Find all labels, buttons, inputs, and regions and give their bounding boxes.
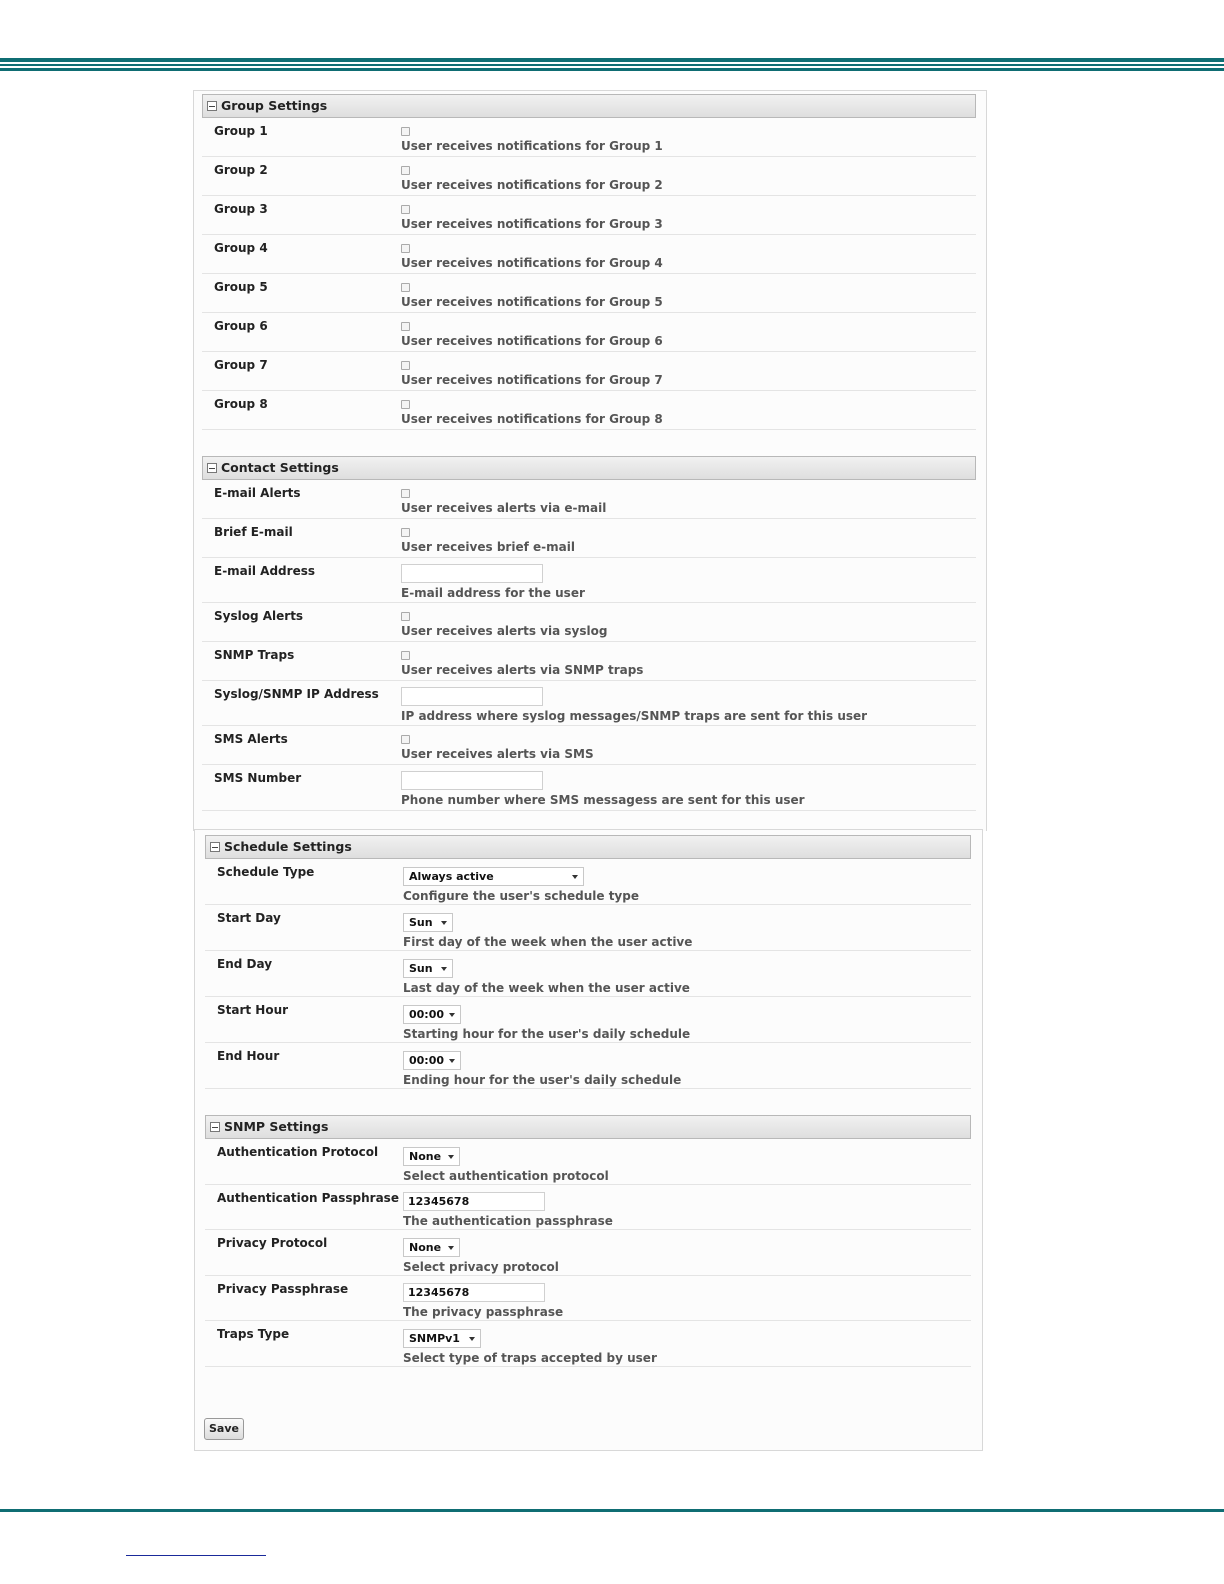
section-title: Schedule Settings	[224, 839, 352, 854]
email-alerts-checkbox[interactable]	[401, 489, 410, 498]
row-description: User receives brief e-mail	[401, 540, 575, 554]
privacy-passphrase-input[interactable]: 12345678	[403, 1283, 545, 1302]
contact-settings-section	[202, 456, 976, 811]
collapse-icon[interactable]	[210, 1122, 220, 1132]
row-description: IP address where syslog messages/SNMP traps are sent for this user	[401, 709, 868, 723]
setting-row-group-4	[202, 235, 976, 274]
snmp-settings-header[interactable]	[205, 1115, 971, 1139]
auth-passphrase-input[interactable]: 12345678	[403, 1192, 545, 1211]
row-description: User receives notifications for Group 4	[401, 256, 663, 270]
row-description: Select type of traps accepted by user	[403, 1351, 657, 1365]
privacy-protocol-select[interactable]	[403, 1238, 460, 1257]
row-description: First day of the week when the user active	[403, 935, 693, 949]
group-checkbox[interactable]	[401, 400, 410, 409]
row-description: User receives alerts via e-mail	[401, 501, 607, 515]
group-checkbox[interactable]	[401, 166, 410, 175]
row-description: User receives alerts via syslog	[401, 624, 608, 638]
row-label: Brief E-mail	[214, 525, 293, 539]
row-description: User receives notifications for Group 5	[401, 295, 663, 309]
row-description: User receives notifications for Group 8	[401, 412, 663, 426]
row-label: E-mail Address	[214, 564, 315, 578]
group-checkbox[interactable]	[401, 361, 410, 370]
sms-alerts-checkbox[interactable]	[401, 735, 410, 744]
row-description: User receives alerts via SNMP traps	[401, 663, 644, 677]
setting-row-end-day	[205, 951, 971, 997]
row-label: Start Hour	[217, 1003, 289, 1017]
header-rule	[0, 58, 1224, 72]
select-value: 00:00	[409, 1054, 445, 1067]
setting-row-email-address	[202, 558, 976, 603]
row-label: Group 1	[214, 124, 268, 138]
setting-row-snmp-traps	[202, 642, 976, 681]
select-value: Sun	[409, 962, 433, 975]
row-label: Traps Type	[217, 1327, 290, 1341]
save-button[interactable]: Save	[204, 1418, 244, 1440]
setting-row-sms-alerts	[202, 726, 976, 765]
email-address-input[interactable]	[401, 564, 543, 583]
row-label: End Hour	[217, 1049, 280, 1063]
row-label: Authentication Protocol	[217, 1145, 379, 1159]
setting-row-group-7	[202, 352, 976, 391]
setting-row-auth-protocol	[205, 1139, 971, 1185]
row-label: Group 5	[214, 280, 268, 294]
row-label: End Day	[217, 957, 273, 971]
setting-row-traps-type	[205, 1321, 971, 1367]
row-description: The authentication passphrase	[403, 1214, 613, 1228]
row-label: Schedule Type	[217, 865, 315, 879]
setting-row-auth-passphrase	[205, 1185, 971, 1230]
row-description: E-mail address for the user	[401, 586, 585, 600]
setting-row-schedule-type	[205, 859, 971, 905]
collapse-icon[interactable]	[207, 101, 217, 111]
chevron-down-icon	[572, 875, 578, 879]
group-checkbox[interactable]	[401, 322, 410, 331]
select-value: Sun	[409, 916, 433, 929]
setting-row-start-hour	[205, 997, 971, 1043]
row-label: SNMP Traps	[214, 648, 295, 662]
setting-row-sms-number	[202, 765, 976, 811]
end-hour-select[interactable]	[403, 1051, 461, 1070]
contact-settings-header[interactable]	[202, 456, 976, 480]
row-label: Syslog Alerts	[214, 609, 304, 623]
row-label: Group 8	[214, 397, 268, 411]
select-value: 00:00	[409, 1008, 445, 1021]
row-label: Privacy Passphrase	[217, 1282, 349, 1296]
collapse-icon[interactable]	[210, 842, 220, 852]
setting-row-end-hour	[205, 1043, 971, 1089]
row-description: User receives notifications for Group 1	[401, 139, 663, 153]
row-description: User receives notifications for Group 3	[401, 217, 663, 231]
setting-row-privacy-passphrase	[205, 1276, 971, 1321]
setting-row-group-2	[202, 157, 976, 196]
row-label: Group 2	[214, 163, 268, 177]
group-checkbox[interactable]	[401, 283, 410, 292]
row-description: User receives alerts via SMS	[401, 747, 594, 761]
user-settings-panel-top	[193, 90, 987, 831]
row-label: Privacy Protocol	[217, 1236, 328, 1250]
section-title: SNMP Settings	[224, 1119, 329, 1134]
setting-row-ip-address	[202, 681, 976, 726]
row-description: The privacy passphrase	[403, 1305, 564, 1319]
group-checkbox[interactable]	[401, 205, 410, 214]
snmp-settings-section	[205, 1115, 971, 1367]
setting-row-syslog-alerts	[202, 603, 976, 642]
row-label: E-mail Alerts	[214, 486, 301, 500]
group-rows	[202, 118, 976, 430]
select-value: None	[409, 1150, 442, 1163]
row-description: User receives notifications for Group 2	[401, 178, 663, 192]
section-title: Contact Settings	[221, 460, 339, 475]
chevron-down-icon	[448, 1246, 454, 1250]
row-description: Phone number where SMS messagess are sent for this user	[401, 793, 805, 807]
row-description: Configure the user's schedule type	[403, 889, 639, 903]
row-label: SMS Number	[214, 771, 302, 785]
snmp-traps-checkbox[interactable]	[401, 651, 410, 660]
setting-row-start-day	[205, 905, 971, 951]
row-label: Authentication Passphrase	[217, 1191, 399, 1205]
setting-row-group-3	[202, 196, 976, 235]
setting-row-group-5	[202, 274, 976, 313]
group-checkbox[interactable]	[401, 127, 410, 136]
footer-link-underline[interactable]	[126, 1555, 266, 1556]
schedule-settings-header[interactable]	[205, 835, 971, 859]
row-label: Start Day	[217, 911, 281, 925]
chevron-down-icon	[449, 1013, 455, 1017]
setting-row-privacy-protocol	[205, 1230, 971, 1276]
row-description: Ending hour for the user's daily schedule	[403, 1073, 682, 1087]
row-label: Group 7	[214, 358, 268, 372]
traps-type-select[interactable]	[403, 1329, 481, 1348]
auth-protocol-select[interactable]	[403, 1147, 460, 1166]
setting-row-email-alerts	[202, 480, 976, 519]
group-checkbox[interactable]	[401, 244, 410, 253]
row-description: Last day of the week when the user active	[403, 981, 690, 995]
collapse-icon[interactable]	[207, 463, 217, 473]
start-hour-select[interactable]	[403, 1005, 461, 1024]
row-label: Group 3	[214, 202, 268, 216]
row-description: Select authentication protocol	[403, 1169, 609, 1183]
section-title: Group Settings	[221, 98, 328, 113]
sms-number-input[interactable]	[401, 771, 543, 790]
row-description: Starting hour for the user's daily schedule	[403, 1027, 691, 1041]
user-settings-panel-bottom	[194, 829, 983, 1451]
group-settings-section	[202, 94, 976, 430]
end-day-select[interactable]	[403, 959, 453, 978]
row-label: SMS Alerts	[214, 732, 288, 746]
chevron-down-icon	[449, 1059, 455, 1063]
start-day-select[interactable]	[403, 913, 453, 932]
row-label: Group 6	[214, 319, 268, 333]
select-value: None	[409, 1241, 442, 1254]
syslog-alerts-checkbox[interactable]	[401, 612, 410, 621]
brief-email-checkbox[interactable]	[401, 528, 410, 537]
ip-address-input[interactable]	[401, 687, 543, 706]
chevron-down-icon	[448, 1155, 454, 1159]
row-description: User receives notifications for Group 6	[401, 334, 663, 348]
setting-row-group-1	[202, 118, 976, 157]
schedule-settings-section	[205, 835, 971, 1089]
chevron-down-icon	[469, 1337, 475, 1341]
row-label: Syslog/SNMP IP Address	[214, 687, 379, 701]
chevron-down-icon	[441, 921, 447, 925]
schedule-type-select[interactable]	[403, 867, 584, 886]
group-settings-header[interactable]	[202, 94, 976, 118]
select-value: SNMPv1	[409, 1332, 460, 1345]
row-label: Group 4	[214, 241, 268, 255]
select-value: Always active	[409, 870, 494, 883]
row-description: User receives notifications for Group 7	[401, 373, 663, 387]
footer-rule	[0, 1509, 1224, 1512]
chevron-down-icon	[441, 967, 447, 971]
row-description: Select privacy protocol	[403, 1260, 559, 1274]
setting-row-group-6	[202, 313, 976, 352]
setting-row-brief-email	[202, 519, 976, 558]
setting-row-group-8	[202, 391, 976, 430]
